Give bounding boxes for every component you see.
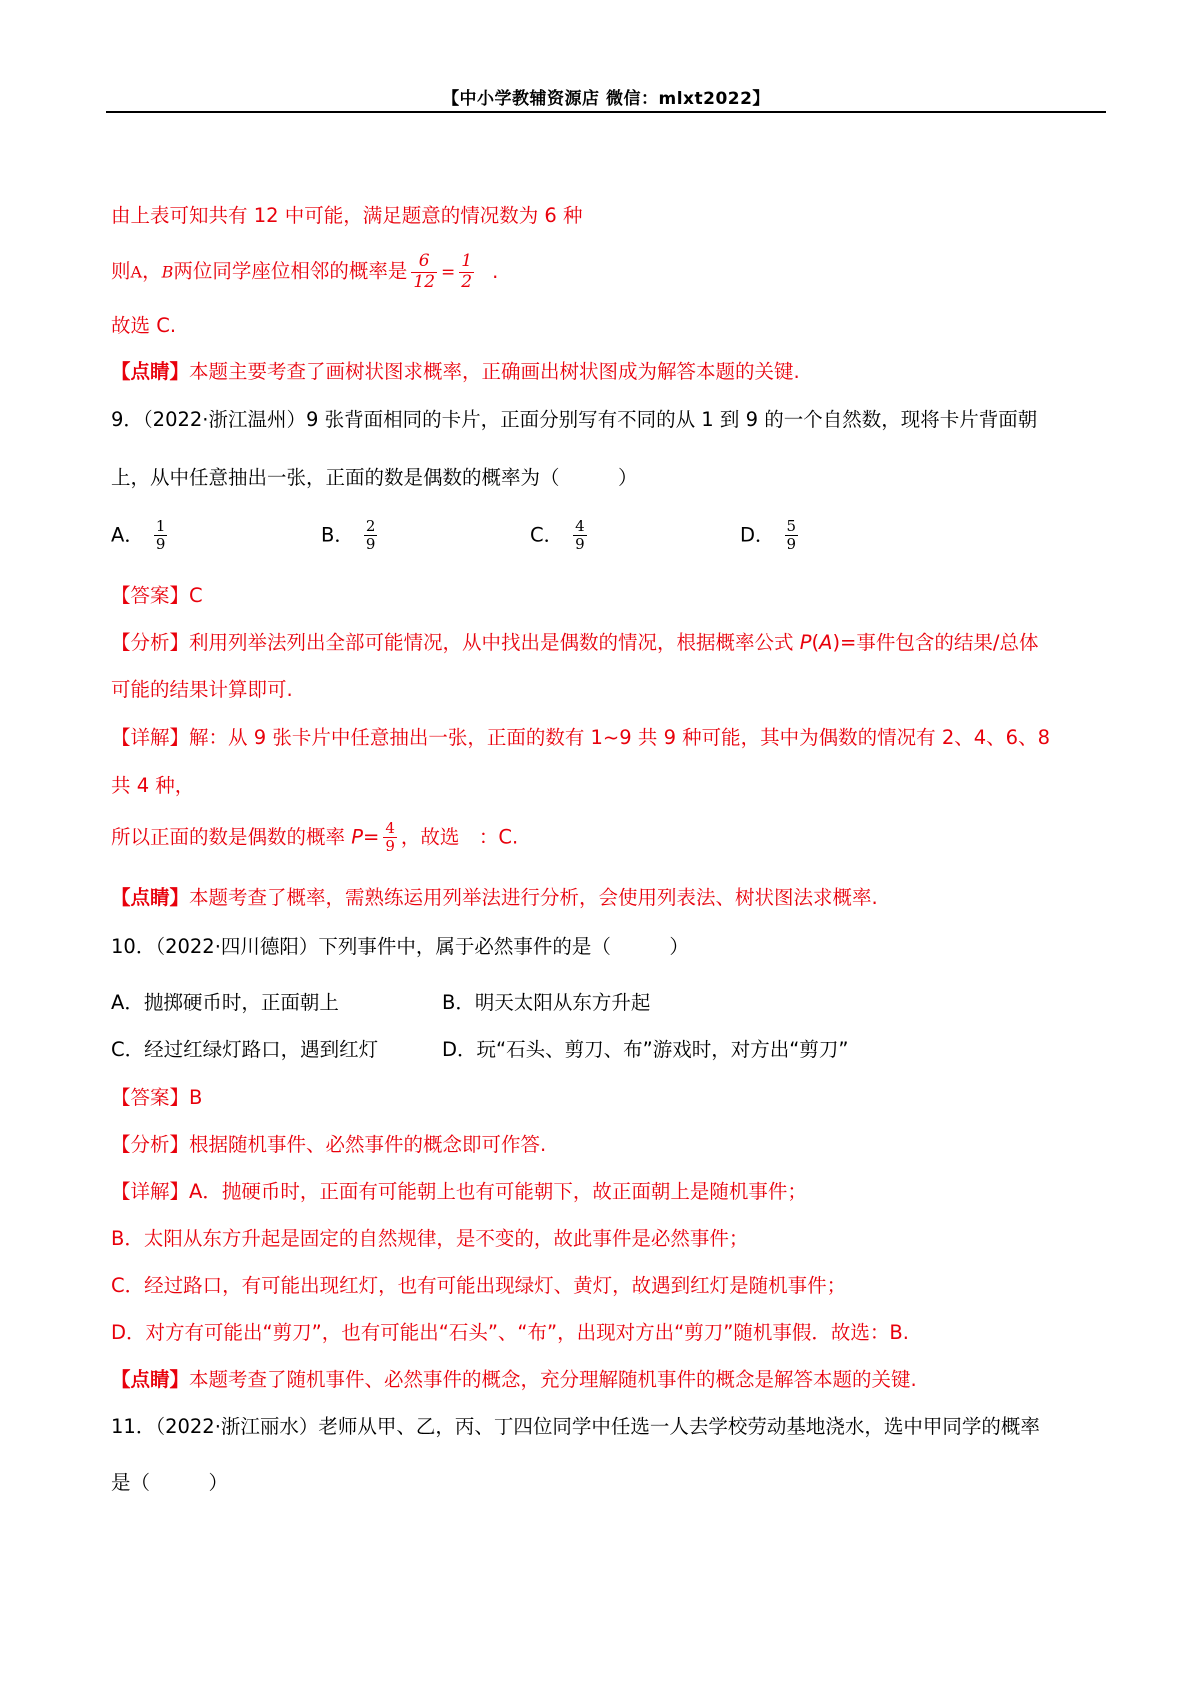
dianjing-tag: 【点睛】 — [111, 1368, 190, 1391]
q10-detail-line2: B．太阳从东方升起是固定的自然规律，是不变的，故此事件是必然事件； — [111, 1227, 749, 1250]
q10-detail-line4: D．对方有可能出“剪刀”，也有可能出“石头”、“布”，出现对方出“剪刀”随机事假．故选：B. — [111, 1321, 909, 1344]
q10-option-a: A．抛掷硬币时，正面朝上 — [111, 991, 339, 1014]
q8-mid-text: 两位同学座位相邻的概率是 — [173, 259, 408, 283]
q9-detail-line1: 【详解】解：从 9 张卡片中任意抽出一张，正面的数有 1~9 共 9 种可能，其中为偶数的情况有 2、4、6、8 — [111, 726, 1050, 749]
q8-fraction-6-12: $\frac{6}{12}$ — [413, 251, 436, 292]
q9-option-a: A． $\frac{1}{9}$ — [111, 517, 166, 554]
q8-var-b: B — [161, 262, 174, 282]
q10-option-b: B．明天太阳从东方升起 — [442, 991, 651, 1014]
q8-probability-line — [111, 252, 498, 292]
q10-option-d: D．玩“石头、剪刀、布”游戏时，对方出“剪刀” — [442, 1038, 849, 1061]
q8-fraction-1-2: $\frac{1}{2}$ — [461, 251, 473, 292]
q9-stem-line2: 上，从中任意抽出一张，正面的数是偶数的概率为（ ） — [111, 466, 638, 489]
q9-option-c: C． $\frac{4}{9}$ — [530, 517, 585, 554]
page-header: 【中小学教辅资源店 微信：mlxt2022】 — [442, 89, 770, 109]
q10-dianjing: 【点睛】本题考查了随机事件、必然事件的概念，充分理解随机事件的概念是解答本题的关键. — [111, 1368, 917, 1391]
q9-option-d: D． $\frac{5}{9}$ — [740, 517, 797, 554]
q8-comma: ， — [142, 259, 162, 283]
q9-option-b: B． $\frac{2}{9}$ — [321, 517, 376, 554]
q10-option-c: C．经过红绿灯路口，遇到红灯 — [111, 1038, 379, 1061]
q8-summary-line: 由上表可知共有 12 中可能，满足题意的情况数为 6 种 — [111, 204, 583, 227]
header-rule — [106, 111, 1106, 113]
q10-detail-line3: C．经过路口，有可能出现红灯，也有可能出现绿灯、黄灯，故遇到红灯是随机事件； — [111, 1274, 847, 1297]
q10-answer: 【答案】B — [111, 1086, 203, 1109]
q8-dianjing: 【点睛】本题主要考查了画树状图求概率，正确画出树状图成为解答本题的关键. — [111, 360, 800, 383]
q9-answer: 【答案】C — [111, 584, 203, 607]
q9-detail-line3: 所以正面的数是偶数的概率 P= $\frac{4}{9}$ ，故选 ：C. — [111, 819, 519, 856]
q8-period: . — [492, 259, 499, 283]
q9-fraction-4-9: $\frac{4}{9}$ — [385, 819, 395, 856]
q8-equals: = — [441, 262, 456, 283]
q8-prefix: 则 — [111, 259, 131, 283]
dianjing-tag: 【点睛】 — [111, 886, 190, 909]
q10-analysis: 【分析】根据随机事件、必然事件的概念即可作答. — [111, 1133, 547, 1156]
q9-detail-line2: 共 4 种， — [111, 774, 195, 797]
q11-stem-line2: 是（ ） — [111, 1471, 229, 1494]
q9-stem-line1: 9．（2022·浙江温州）9 张背面相同的卡片，正面分别写有不同的从 1 到 9 的一个自然数，现将卡片背面朝 — [111, 408, 1038, 431]
q10-detail-line1: 【详解】A．抛硬币时，正面有可能朝上也有可能朝下，故正面朝上是随机事件； — [111, 1180, 807, 1203]
q9-analysis-line1: 【分析】利用列举法列出全部可能情况，从中找出是偶数的情况，根据概率公式 P(A)=事件包含的结果/总体 — [111, 631, 1039, 654]
q9-dianjing: 【点睛】本题考查了概率，需熟练运用列举法进行分析，会使用列表法、树状图法求概率. — [111, 886, 878, 909]
q8-choice-line: 故选 C. — [111, 314, 177, 337]
q11-stem-line1: 11．（2022·浙江丽水）老师从甲、乙，丙、丁四位同学中任选一人去学校劳动基地浇水，选中甲同学的概率 — [111, 1415, 1040, 1438]
q8-var-a: A — [130, 262, 143, 282]
q9-analysis-line2: 可能的结果计算即可. — [111, 678, 293, 701]
dianjing-tag: 【点睛】 — [111, 360, 190, 383]
q10-stem: 10．（2022·四川德阳）下列事件中，属于必然事件的是（ ） — [111, 935, 689, 958]
